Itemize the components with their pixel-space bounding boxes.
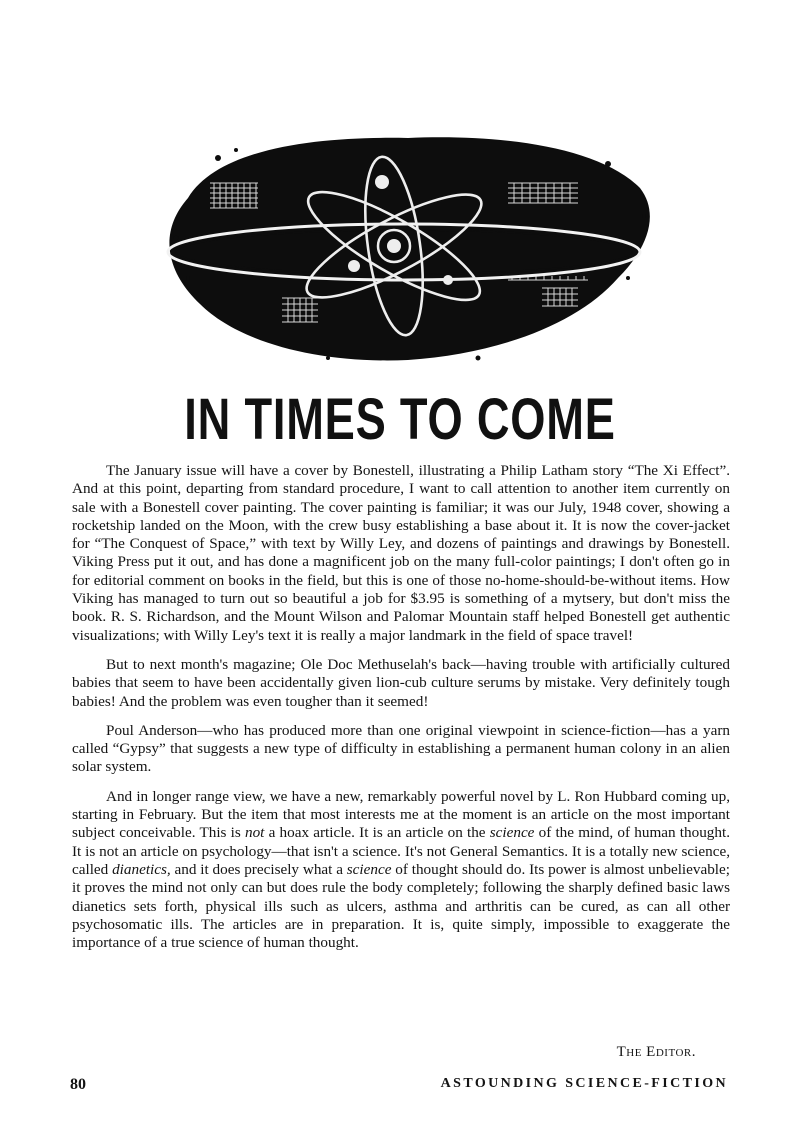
atom-orbit-illustration-icon [148,128,660,364]
paragraph-dianetics [72,788,730,953]
emphasis-not: not [244,824,265,842]
paragraph-cover-announcement: The January issue will have a cover by Bonestell, illustrating a Philip Latham story “The Xi Effect”. And at this point, departing from standard procedure, I want to call attention to another item currently on sale with a Bonestell cover painting. The cover painting is familiar; it was our July, 1948 cover, showing a rocketship landed on the Moon, with the crew busy establishing a base about it. It is now the cover-jacket for “The Conquest of Space,” with text by Willy Ley, and dozens of paintings and drawings by Bonestell. Viking Press put it out, and has done a magnificent job on the many full-color paintings; I don't often go in for editorial comment on books in the field, but this is one of those no-home-should-be-without items. How Viking has managed to turn out so beautiful a job for $3.95 is something of a mytsery, but don't miss the book. R. S. Richardson, and the Mount Wilson and Palomar Mountain staff helped Bonestell get authentic visualizations; with Willy Ley's text it is really a major landmark in the field of space travel! [72,462,730,644]
text-run: And in longer range view, we have a new, remarkably powerful novel by L. Ron Hubbard coming up, starting in February. But the item that most interests me at the moment is an article on the most important subject conceivable. This is [72,787,730,842]
emphasis-dianetics: dianetics, [112,860,171,878]
emphasis-science-2: science [346,860,392,878]
text-run: of thought should do. Its power is almost unbelievable; it proves the mind not only can but does rule the body completely; following the sharply defined basic laws dianetics sets forth, physical ills such as ulcers, asthma and arthritis can be cured, as can all other psychosomatic ills. The articles are in preparation. It is, quite simply, impossible to exaggerate the importance of a true science of human thought. [72,860,730,952]
running-title: ASTOUNDING SCIENCE-FICTION [440,1076,728,1091]
editor-signature: The Editor. [616,1044,696,1060]
page-number: 80 [70,1076,86,1093]
text-run: a hoax article. It is an article on the [264,824,490,842]
emphasis-science: science [489,824,535,842]
text-run: and it does precisely what a [170,860,347,878]
paragraph-poul-anderson: Poul Anderson—who has produced more than one original viewpoint in science-fiction—has a yarn called “Gypsy” that suggests a new type of difficulty in establishing a permanent human colony in an alien solar system. [72,721,730,776]
paragraph-next-month: But to next month's magazine; Ole Doc Methuselah's back—having trouble with artificially cultured babies that seem to have been accidentally given lion-cub culture serums by mistake. Very definitely tough babies! And the problem was even tougher than it seemed! [72,655,730,710]
page-title: IN TIMES TO COME [184,387,616,452]
article-body [72,462,730,954]
text-run: of the mind, of human thought. It is not an article on psychology—that isn't a science. It's not General Semantics. It is a totally new science, called [72,824,730,878]
